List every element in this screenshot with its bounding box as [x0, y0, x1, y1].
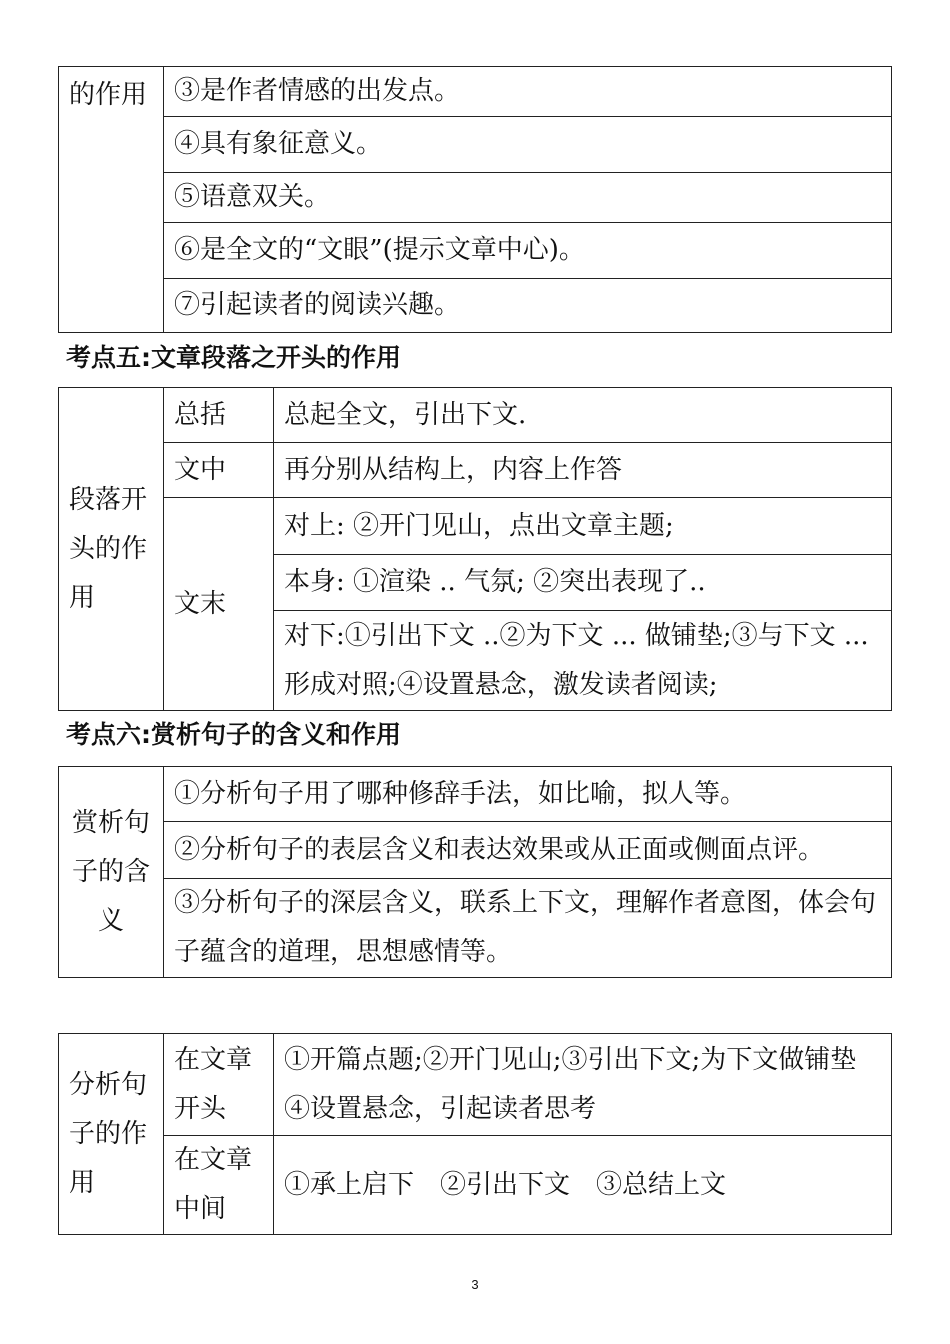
table-subcell: 总括	[164, 388, 274, 443]
table-label: 分析句子的作用	[59, 1034, 164, 1235]
table-cell: ①承上启下 ②引出下文 ③总结上文	[274, 1136, 892, 1235]
table-subcell: 在文章中间	[164, 1136, 274, 1235]
table-cell: 本身: ①渲染 .. 气氛; ②突出表现了..	[274, 555, 892, 611]
table-subcell: 文中	[164, 443, 274, 498]
table-sentence-function	[58, 1033, 892, 1235]
table-label: 段落开头的作用	[59, 388, 164, 711]
table-cell: ⑦引起读者的阅读兴趣。	[164, 279, 892, 333]
table-subcell: 在文章开头	[164, 1034, 274, 1136]
table-label: 赏析句子的含义	[59, 767, 164, 978]
table-sentence-meaning	[58, 766, 892, 978]
table-cell: 对上: ②开门见山，点出文章主题;	[274, 498, 892, 555]
page-number: 3	[471, 1277, 479, 1292]
table-cell: 再分别从结构上，内容上作答	[274, 443, 892, 498]
table-cell: ④具有象征意义。	[164, 117, 892, 173]
table-article-title-roles	[58, 66, 892, 333]
table-cell: ⑥是全文的“文眼”(提示文章中心)。	[164, 223, 892, 279]
table-label: 的作用	[59, 67, 164, 333]
table-subcell: 文末	[164, 498, 274, 711]
table-cell: ②分析句子的表层含义和表达效果或从正面或侧面点评。	[164, 822, 892, 879]
section-heading-6: 考点六:赏析句子的含义和作用	[66, 720, 401, 749]
table-cell: ⑤语意双关。	[164, 173, 892, 223]
table-cell: 对下:①引出下文 ..②为下文 ... 做铺垫;③与下文 ... 形成对照;④设置悬念，激发读者阅读;	[274, 611, 892, 711]
table-cell: ③是作者情感的出发点。	[164, 67, 892, 117]
table-cell: ①分析句子用了哪种修辞手法，如比喻，拟人等。	[164, 767, 892, 822]
table-paragraph-opening	[58, 387, 892, 711]
table-cell: ③分析句子的深层含义，联系上下文，理解作者意图，体会句子蕴含的道理，思想感情等。	[164, 879, 892, 978]
section-heading-5: 考点五:文章段落之开头的作用	[66, 343, 401, 372]
table-cell: 总起全文，引出下文.	[274, 388, 892, 443]
table-cell: ①开篇点题;②开门见山;③引出下文;为下文做铺垫④设置悬念，引起读者思考	[274, 1034, 892, 1136]
